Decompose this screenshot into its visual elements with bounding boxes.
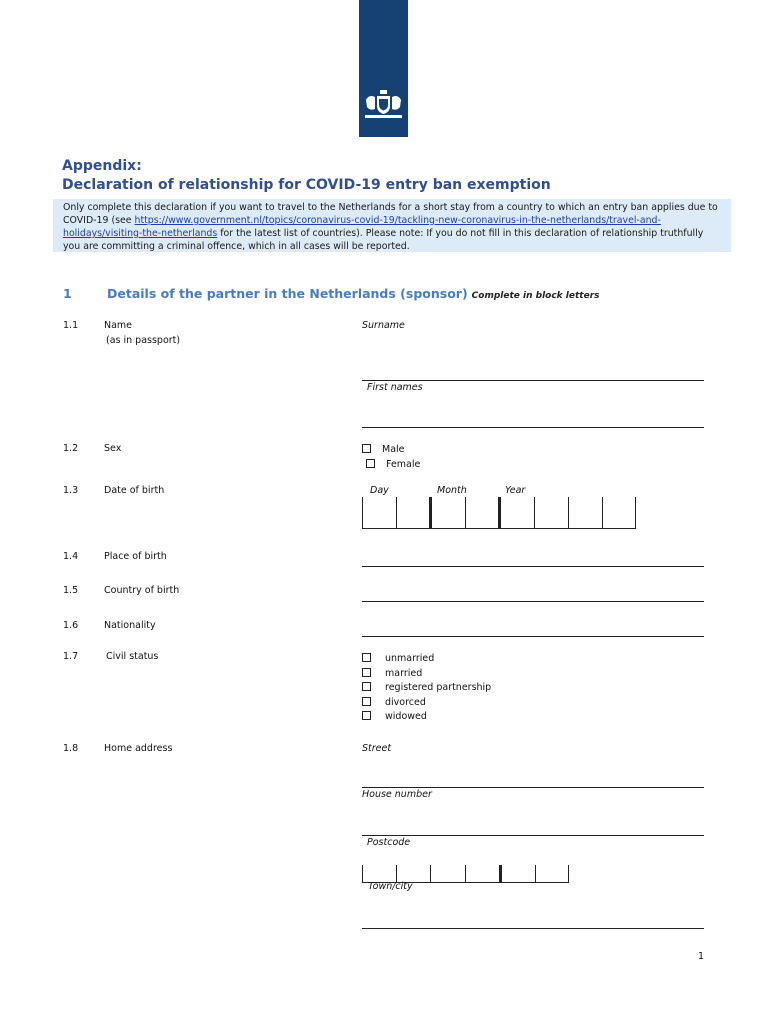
postcode-box[interactable] — [536, 865, 569, 882]
widowed-option-label: widowed — [385, 711, 427, 722]
sex-label: Sex — [104, 443, 122, 454]
country-of-birth-field[interactable] — [362, 601, 704, 602]
postcode-box[interactable] — [363, 865, 397, 882]
street-field[interactable] — [362, 787, 704, 788]
notice-text-before: Only complete this declaration if you want to travel to the Netherlands for a short stay from a country to which an entry ban applies due to COVID-19 (see — [63, 202, 718, 226]
unmarried-checkbox[interactable] — [362, 653, 371, 662]
dob-box[interactable] — [501, 497, 535, 528]
section-hint: Complete in block letters — [471, 291, 600, 301]
postcode-box[interactable] — [466, 865, 502, 882]
dob-box[interactable] — [603, 497, 636, 528]
female-option-label: Female — [386, 459, 421, 470]
house-number-field[interactable] — [362, 835, 704, 836]
row-number-1-6: 1.6 — [63, 620, 79, 631]
name-sublabel: (as in passport) — [106, 335, 181, 346]
male-option-label: Male — [382, 444, 405, 455]
civil-status-label: Civil status — [106, 651, 159, 662]
divorced-checkbox[interactable] — [362, 697, 371, 706]
postcode-box[interactable] — [431, 865, 466, 882]
registered-partnership-option-label: registered partnership — [385, 682, 492, 693]
name-label: Name — [104, 320, 133, 331]
female-checkbox[interactable] — [366, 459, 375, 468]
dob-box[interactable] — [432, 497, 466, 528]
place-of-birth-field[interactable] — [362, 566, 704, 567]
town-label: Town/city — [368, 881, 413, 892]
year-label: Year — [505, 485, 526, 496]
row-number-1-4: 1.4 — [63, 551, 79, 562]
street-label: Street — [362, 743, 392, 754]
first-names-field[interactable] — [362, 427, 704, 428]
government-link[interactable]: https://www.government.nl/topics/coronavirus-covid-19/tackling-new-coronavirus-in-the-netherlands/travel-and-holidays/visiting-the-netherlands — [63, 215, 661, 239]
page-number: 1 — [698, 951, 705, 962]
row-number-1-2: 1.2 — [63, 443, 79, 454]
row-number-1-5: 1.5 — [63, 585, 79, 596]
notice-box — [53, 199, 731, 252]
dob-box[interactable] — [363, 497, 397, 528]
home-address-label: Home address — [104, 743, 173, 754]
surname-field[interactable] — [362, 380, 704, 381]
government-logo — [359, 0, 408, 137]
row-number-1-3: 1.3 — [63, 485, 79, 496]
first-names-label: First names — [367, 382, 423, 393]
country-of-birth-label: Country of birth — [104, 585, 180, 596]
unmarried-option-label: unmarried — [385, 653, 435, 664]
section-title-text: Details of the partner in the Netherlands (sponsor) — [107, 286, 468, 301]
married-option-label: married — [385, 668, 423, 679]
row-number-1-1: 1.1 — [63, 320, 79, 331]
section-number: 1 — [63, 286, 72, 301]
nationality-field[interactable] — [362, 636, 704, 637]
male-checkbox[interactable] — [362, 444, 371, 453]
dob-digit-boxes[interactable] — [362, 497, 636, 529]
section-title — [107, 286, 600, 301]
married-checkbox[interactable] — [362, 668, 371, 677]
divorced-option-label: divorced — [385, 697, 426, 708]
declaration-title: Declaration of relationship for COVID-19 entry ban exemption — [62, 177, 551, 193]
coat-of-arms-icon — [362, 88, 405, 122]
place-of-birth-label: Place of birth — [104, 551, 167, 562]
town-field[interactable] — [362, 928, 704, 929]
postcode-box[interactable] — [502, 865, 536, 882]
day-label: Day — [370, 485, 389, 496]
row-number-1-7: 1.7 — [63, 651, 79, 662]
house-number-label: House number — [362, 789, 432, 800]
postcode-box[interactable] — [397, 865, 431, 882]
dob-label: Date of birth — [104, 485, 165, 496]
appendix-title: Appendix: — [62, 158, 142, 174]
nationality-label: Nationality — [104, 620, 156, 631]
dob-box[interactable] — [535, 497, 569, 528]
month-label: Month — [437, 485, 467, 496]
row-number-1-8: 1.8 — [63, 743, 79, 754]
dob-box[interactable] — [569, 497, 603, 528]
notice-text-after: for the latest list of countries). Please note: If you do not fill in this declaration of relationship truthfully you are committing a criminal offence, which in all cases will be reported. — [63, 228, 704, 252]
dob-box[interactable] — [466, 497, 501, 528]
surname-label: Surname — [362, 320, 405, 331]
dob-box[interactable] — [397, 497, 432, 528]
notice-text — [53, 199, 731, 255]
widowed-checkbox[interactable] — [362, 711, 371, 720]
postcode-label: Postcode — [367, 837, 411, 848]
registered-partnership-checkbox[interactable] — [362, 682, 371, 691]
